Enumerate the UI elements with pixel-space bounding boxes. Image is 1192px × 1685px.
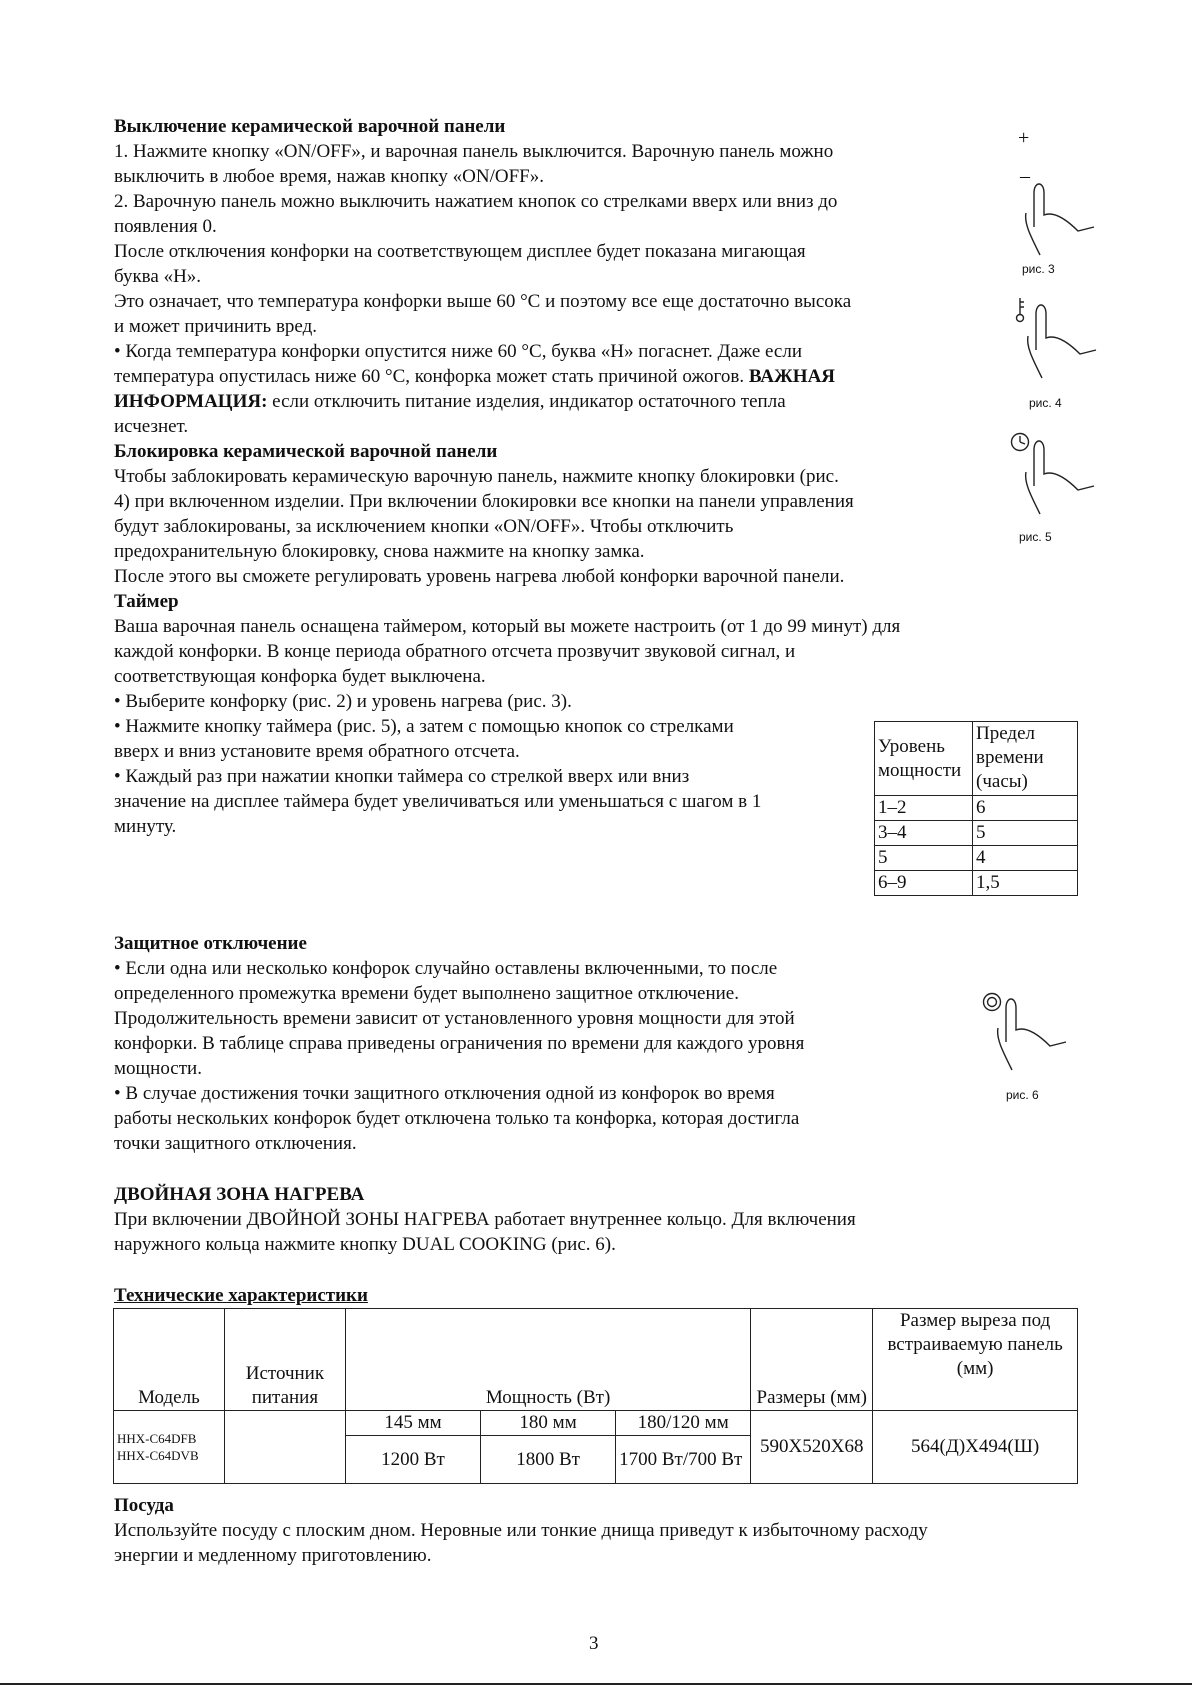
zone-power: 1800 Вт [481, 1436, 616, 1484]
specs-table [113, 1308, 1078, 1484]
text-line: • Нажмите кнопку таймера (рис. 5), а затем с помощью кнопок со стрелками [114, 716, 734, 737]
text-line: предохранительную блокировку, снова нажмите на кнопку замка. [114, 541, 645, 562]
important-label: ВАЖНАЯ [748, 366, 836, 387]
text-line: • В случае достижения точки защитного отключения одной из конфорок во время [114, 1083, 775, 1104]
timer-clock-icon [1010, 430, 1100, 526]
table-row [875, 821, 1078, 846]
minus-icon: – [1020, 165, 1030, 187]
specs-header-power-source: Источник питания [224, 1309, 345, 1411]
lock-key-icon [1012, 296, 1100, 394]
text-line: 4) при включенном изделии. При включении блокировки все кнопки на панели управления [114, 491, 854, 512]
zone-size: 180/120 мм [616, 1411, 751, 1436]
figure-caption: рис. 6 [1006, 1088, 1039, 1102]
table-row [875, 871, 1078, 896]
text-line: После отключения конфорки на соответствующем дисплее будет показана мигающая [114, 241, 806, 262]
heading-specs: Технические характеристики [114, 1285, 368, 1306]
text-line: энергии и медленному приготовлению. [114, 1545, 432, 1566]
table-cell: 4 [973, 846, 1078, 871]
text-line: исчезнет. [114, 416, 189, 437]
table-row [875, 846, 1078, 871]
finger-press-icon [1020, 175, 1100, 260]
text-line: Используйте посуду с плоским дном. Неровные или тонкие днища приведут к избыточному расходу [114, 1520, 928, 1541]
text-line: наружного кольца нажмите кнопку DUAL COOKING (рис. 6). [114, 1234, 616, 1255]
zone-size: 145 мм [345, 1411, 480, 1436]
text-line: конфорки. В таблице справа приведены ограничения по времени для каждого уровня [114, 1033, 805, 1054]
figure-caption: рис. 3 [1022, 262, 1055, 276]
heading-timer: Таймер [114, 591, 179, 612]
text-line: 1. Нажмите кнопку «ON/OFF», и варочная панель выключится. Варочную панель можно [114, 141, 834, 162]
text-line: точки защитного отключения. [114, 1133, 357, 1154]
text-line: Это означает, что температура конфорки выше 60 °C и поэтому все еще достаточно высока [114, 291, 852, 312]
specs-power-source [224, 1411, 345, 1484]
table-cell: 1,5 [973, 871, 1078, 896]
specs-header-power: Мощность (Вт) [345, 1309, 750, 1411]
table-cell: 1–2 [875, 796, 973, 821]
heading-cookware: Посуда [114, 1495, 174, 1516]
text-line: • Когда температура конфорки опустится ниже 60 °C, буква «H» погаснет. Даже если [114, 341, 802, 362]
text-line: • Выберите конфорку (рис. 2) и уровень нагрева (рис. 3). [114, 691, 572, 712]
text-line: выключить в любое время, нажав кнопку «ON/OFF». [114, 166, 544, 187]
zone-power: 1700 Вт/700 Вт [616, 1436, 751, 1484]
table-cell: 5 [875, 846, 973, 871]
text-line: каждой конфорки. В конце периода обратного отсчета прозвучит звуковой сигнал, и [114, 641, 796, 662]
specs-models: HHX-C64DFB HHX-C64DVB [114, 1411, 225, 1484]
specs-header-dims: Размеры (мм) [751, 1309, 873, 1411]
table-cell: 6–9 [875, 871, 973, 896]
text-line: соответствующая конфорка будет выключена. [114, 666, 486, 687]
text-line: мощности. [114, 1058, 202, 1079]
heading-turn-off: Выключение керамической варочной панели [114, 116, 506, 137]
text-line: определенного промежутка времени будет выполнено защитное отключение. [114, 983, 739, 1004]
table-row [875, 796, 1078, 821]
text-line: если отключить питание изделия, индикатор остаточного тепла [267, 391, 786, 412]
heading-safety: Защитное отключение [114, 933, 307, 954]
figure-caption: рис. 5 [1019, 530, 1052, 544]
time-limit-table [874, 721, 1078, 896]
text-line: температура опустилась ниже 60 °C, конфорка может стать причиной ожогов. [114, 366, 745, 387]
text-line: и может причинить вред. [114, 316, 318, 337]
table-cell: 3–4 [875, 821, 973, 846]
text-line: буква «H». [114, 266, 202, 287]
important-label-2: ИНФОРМАЦИЯ: [114, 391, 268, 412]
page-number: 3 [589, 1633, 599, 1654]
text-line: • Каждый раз при нажатии кнопки таймера со стрелкой вверх или вниз [114, 766, 690, 787]
text-line: минуту. [114, 816, 177, 837]
table-cell: 5 [973, 821, 1078, 846]
text-line-important-2 [114, 389, 786, 414]
text-line: Ваша варочная панель оснащена таймером, который вы можете настроить (от 1 до 99 минут) для [114, 616, 901, 637]
table-header: Предел времени (часы) [973, 722, 1078, 796]
text-line: При включении ДВОЙНОЙ ЗОНЫ НАГРЕВА работает внутреннее кольцо. Для включения [114, 1209, 856, 1230]
figure-caption: рис. 4 [1029, 396, 1062, 410]
text-line: Чтобы заблокировать керамическую варочную панель, нажмите кнопку блокировки (рис. [114, 466, 839, 487]
text-line: значение на дисплее таймера будет увеличиваться или уменьшаться с шагом в 1 [114, 791, 762, 812]
text-line: • Если одна или несколько конфорок случайно оставлены включенными, то после [114, 958, 778, 979]
table-cell: 6 [973, 796, 1078, 821]
text-line: вверх и вниз установите время обратного отсчета. [114, 741, 520, 762]
plus-icon: + [1018, 127, 1030, 149]
text-line: 2. Варочную панель можно выключить нажатием кнопок со стрелками вверх или вниз до [114, 191, 838, 212]
zone-power: 1200 Вт [345, 1436, 480, 1484]
specs-cutout: 564(Д)X494(Ш) [873, 1411, 1078, 1484]
text-line: будут заблокированы, за исключением кнопки «ON/OFF». Чтобы отключить [114, 516, 734, 537]
text-line: После этого вы сможете регулировать уровень нагрева любой конфорки варочной панели. [114, 566, 845, 587]
heading-dual-zone: ДВОЙНАЯ ЗОНА НАГРЕВА [114, 1184, 365, 1205]
dual-zone-icon [982, 990, 1072, 1076]
heading-lock: Блокировка керамической варочной панели [114, 441, 498, 462]
table-header: Уровень мощности [875, 722, 973, 796]
zone-size: 180 мм [481, 1411, 616, 1436]
specs-header-model: Модель [114, 1309, 225, 1411]
text-line-important [114, 364, 835, 389]
specs-dims: 590X520X68 [751, 1411, 873, 1484]
specs-header-cutout: Размер выреза под встраиваемую панель (мм) [873, 1309, 1078, 1411]
text-line: работы нескольких конфорок будет отключена только та конфорка, которая достигла [114, 1108, 800, 1129]
text-line: появления 0. [114, 216, 217, 237]
text-line: Продолжительность времени зависит от установленного уровня мощности для этой [114, 1008, 795, 1029]
